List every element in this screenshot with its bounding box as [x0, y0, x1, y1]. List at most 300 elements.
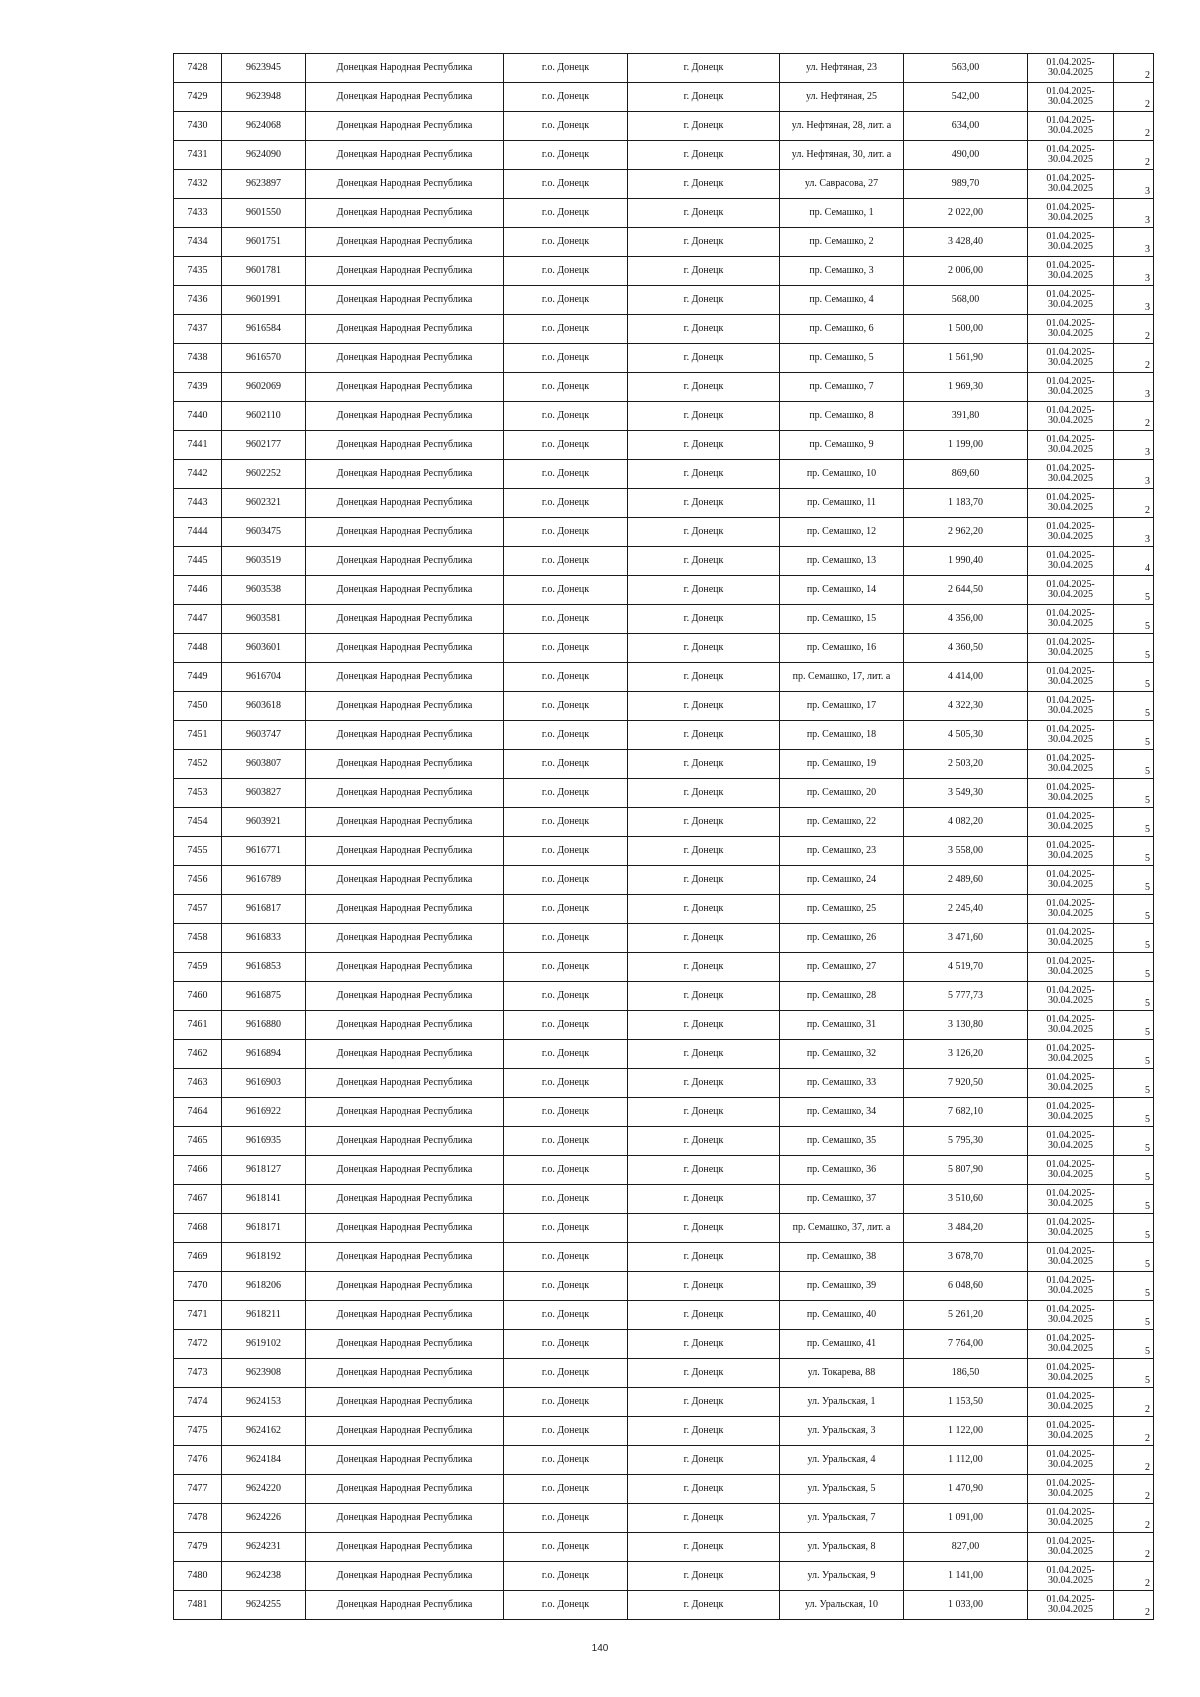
object-code-cell: 9623948 — [222, 83, 306, 112]
period-end: 30.04.2025 — [1048, 67, 1093, 78]
object-code-cell: 9603581 — [222, 605, 306, 634]
settlement-cell: г. Донецк — [628, 634, 780, 663]
address-cell: пр. Семашко, 35 — [780, 1127, 904, 1156]
settlement-cell: г. Донецк — [628, 837, 780, 866]
municipal-district-cell: г.о. Донецк — [504, 837, 628, 866]
address-cell: пр. Семашко, 41 — [780, 1330, 904, 1359]
period-end: 30.04.2025 — [1048, 560, 1093, 571]
table-row — [174, 953, 1154, 982]
row-number-cell: 7428 — [174, 54, 222, 83]
row-number-cell: 7451 — [174, 721, 222, 750]
address-cell: ул. Нефтяная, 30, лит. а — [780, 141, 904, 170]
table-row — [174, 1562, 1154, 1591]
address-cell: пр. Семашко, 2 — [780, 228, 904, 257]
period-cell — [1028, 837, 1114, 866]
period-cell — [1028, 576, 1114, 605]
object-code-cell: 9616771 — [222, 837, 306, 866]
floors-cell: 3 — [1114, 228, 1154, 257]
settlement-cell: г. Донецк — [628, 489, 780, 518]
settlement-cell: г. Донецк — [628, 83, 780, 112]
region-cell: Донецкая Народная Республика — [306, 1562, 504, 1591]
settlement-cell: г. Донецк — [628, 54, 780, 83]
table-row — [174, 1446, 1154, 1475]
period-start: 01.04.2025- — [1046, 1304, 1095, 1315]
period-cell — [1028, 866, 1114, 895]
settlement-cell: г. Донецк — [628, 1475, 780, 1504]
period-end: 30.04.2025 — [1048, 618, 1093, 629]
table-row — [174, 1069, 1154, 1098]
period-start: 01.04.2025- — [1046, 86, 1095, 97]
period-start: 01.04.2025- — [1046, 927, 1095, 938]
address-cell: пр. Семашко, 26 — [780, 924, 904, 953]
object-code-cell: 9603618 — [222, 692, 306, 721]
row-number-cell: 7454 — [174, 808, 222, 837]
region-cell: Донецкая Народная Республика — [306, 924, 504, 953]
period-cell — [1028, 982, 1114, 1011]
period-end: 30.04.2025 — [1048, 734, 1093, 745]
municipal-district-cell: г.о. Донецк — [504, 692, 628, 721]
area-cell: 490,00 — [904, 141, 1028, 170]
floors-cell: 5 — [1114, 1156, 1154, 1185]
municipal-district-cell: г.о. Донецк — [504, 489, 628, 518]
period-end: 30.04.2025 — [1048, 1343, 1093, 1354]
period-cell — [1028, 1243, 1114, 1272]
table-row — [174, 663, 1154, 692]
period-cell — [1028, 634, 1114, 663]
object-code-cell: 9601751 — [222, 228, 306, 257]
area-cell: 5 807,90 — [904, 1156, 1028, 1185]
area-cell: 1 561,90 — [904, 344, 1028, 373]
floors-cell: 5 — [1114, 634, 1154, 663]
period-end: 30.04.2025 — [1048, 1256, 1093, 1267]
address-cell: ул. Нефтяная, 28, лит. а — [780, 112, 904, 141]
region-cell: Донецкая Народная Республика — [306, 982, 504, 1011]
area-cell: 4 414,00 — [904, 663, 1028, 692]
row-number-cell: 7464 — [174, 1098, 222, 1127]
period-end: 30.04.2025 — [1048, 1285, 1093, 1296]
region-cell: Донецкая Народная Республика — [306, 576, 504, 605]
floors-cell: 2 — [1114, 54, 1154, 83]
period-start: 01.04.2025- — [1046, 1072, 1095, 1083]
area-cell: 3 678,70 — [904, 1243, 1028, 1272]
period-start: 01.04.2025- — [1046, 695, 1095, 706]
object-code-cell: 9602110 — [222, 402, 306, 431]
settlement-cell: г. Донецк — [628, 1562, 780, 1591]
region-cell: Донецкая Народная Республика — [306, 83, 504, 112]
page-number: 140 — [591, 1643, 609, 1654]
object-code-cell: 9618211 — [222, 1301, 306, 1330]
object-code-cell: 9603601 — [222, 634, 306, 663]
object-code-cell: 9616894 — [222, 1040, 306, 1069]
area-cell: 3 484,20 — [904, 1214, 1028, 1243]
address-cell: пр. Семашко, 27 — [780, 953, 904, 982]
address-cell: пр. Семашко, 6 — [780, 315, 904, 344]
object-code-cell: 9602252 — [222, 460, 306, 489]
region-cell: Донецкая Народная Республика — [306, 1301, 504, 1330]
area-cell: 2 503,20 — [904, 750, 1028, 779]
period-cell — [1028, 895, 1114, 924]
table-row — [174, 1533, 1154, 1562]
table-row — [174, 1301, 1154, 1330]
period-start: 01.04.2025- — [1046, 637, 1095, 648]
address-cell: пр. Семашко, 17, лит. а — [780, 663, 904, 692]
municipal-district-cell: г.о. Донецк — [504, 1185, 628, 1214]
region-cell: Донецкая Народная Республика — [306, 953, 504, 982]
table-row — [174, 402, 1154, 431]
settlement-cell: г. Донецк — [628, 373, 780, 402]
row-number-cell: 7472 — [174, 1330, 222, 1359]
object-code-cell: 9616833 — [222, 924, 306, 953]
period-end: 30.04.2025 — [1048, 1604, 1093, 1615]
floors-cell: 2 — [1114, 83, 1154, 112]
period-end: 30.04.2025 — [1048, 531, 1093, 542]
table-row — [174, 634, 1154, 663]
floors-cell: 2 — [1114, 1388, 1154, 1417]
area-cell: 3 428,40 — [904, 228, 1028, 257]
settlement-cell: г. Донецк — [628, 721, 780, 750]
region-cell: Донецкая Народная Республика — [306, 1359, 504, 1388]
row-number-cell: 7435 — [174, 257, 222, 286]
area-cell: 1 183,70 — [904, 489, 1028, 518]
period-end: 30.04.2025 — [1048, 1082, 1093, 1093]
settlement-cell: г. Донецк — [628, 460, 780, 489]
period-cell — [1028, 779, 1114, 808]
settlement-cell: г. Донецк — [628, 257, 780, 286]
address-cell: ул. Уральская, 9 — [780, 1562, 904, 1591]
settlement-cell: г. Донецк — [628, 286, 780, 315]
row-number-cell: 7432 — [174, 170, 222, 199]
municipal-district-cell: г.о. Донецк — [504, 982, 628, 1011]
period-end: 30.04.2025 — [1048, 125, 1093, 136]
municipal-district-cell: г.о. Донецк — [504, 1359, 628, 1388]
object-code-cell: 9616922 — [222, 1098, 306, 1127]
floors-cell: 2 — [1114, 112, 1154, 141]
table-row — [174, 779, 1154, 808]
settlement-cell: г. Донецк — [628, 344, 780, 373]
region-cell: Донецкая Народная Республика — [306, 1388, 504, 1417]
floors-cell: 5 — [1114, 1127, 1154, 1156]
period-end: 30.04.2025 — [1048, 1227, 1093, 1238]
row-number-cell: 7471 — [174, 1301, 222, 1330]
period-cell — [1028, 1272, 1114, 1301]
municipal-district-cell: г.о. Донецк — [504, 1330, 628, 1359]
period-end: 30.04.2025 — [1048, 792, 1093, 803]
settlement-cell: г. Донецк — [628, 315, 780, 344]
object-code-cell: 9618141 — [222, 1185, 306, 1214]
municipal-district-cell: г.о. Донецк — [504, 199, 628, 228]
municipal-district-cell: г.о. Донецк — [504, 750, 628, 779]
period-start: 01.04.2025- — [1046, 57, 1095, 68]
row-number-cell: 7458 — [174, 924, 222, 953]
row-number-cell: 7465 — [174, 1127, 222, 1156]
settlement-cell: г. Донецк — [628, 982, 780, 1011]
floors-cell: 2 — [1114, 1533, 1154, 1562]
period-start: 01.04.2025- — [1046, 898, 1095, 909]
floors-cell: 5 — [1114, 692, 1154, 721]
settlement-cell: г. Донецк — [628, 1272, 780, 1301]
period-cell — [1028, 170, 1114, 199]
period-end: 30.04.2025 — [1048, 1140, 1093, 1151]
floors-cell: 5 — [1114, 837, 1154, 866]
region-cell: Донецкая Народная Республика — [306, 431, 504, 460]
area-cell: 4 360,50 — [904, 634, 1028, 663]
municipal-district-cell: г.о. Донецк — [504, 1040, 628, 1069]
table-row — [174, 1243, 1154, 1272]
period-cell — [1028, 112, 1114, 141]
period-start: 01.04.2025- — [1046, 115, 1095, 126]
period-cell — [1028, 344, 1114, 373]
object-code-cell: 9603747 — [222, 721, 306, 750]
municipal-district-cell: г.о. Донецк — [504, 663, 628, 692]
region-cell: Донецкая Народная Республика — [306, 895, 504, 924]
table-body — [174, 54, 1154, 1620]
row-number-cell: 7447 — [174, 605, 222, 634]
table-row — [174, 199, 1154, 228]
period-cell — [1028, 547, 1114, 576]
period-start: 01.04.2025- — [1046, 1391, 1095, 1402]
period-cell — [1028, 286, 1114, 315]
floors-cell: 3 — [1114, 518, 1154, 547]
region-cell: Донецкая Народная Республика — [306, 1330, 504, 1359]
floors-cell: 5 — [1114, 1011, 1154, 1040]
period-end: 30.04.2025 — [1048, 995, 1093, 1006]
municipal-district-cell: г.о. Донецк — [504, 808, 628, 837]
period-cell — [1028, 924, 1114, 953]
floors-cell: 5 — [1114, 1214, 1154, 1243]
period-cell — [1028, 750, 1114, 779]
area-cell: 4 082,20 — [904, 808, 1028, 837]
municipal-district-cell: г.о. Донецк — [504, 54, 628, 83]
period-cell — [1028, 228, 1114, 257]
floors-cell: 2 — [1114, 402, 1154, 431]
settlement-cell: г. Донецк — [628, 1330, 780, 1359]
row-number-cell: 7468 — [174, 1214, 222, 1243]
row-number-cell: 7473 — [174, 1359, 222, 1388]
address-cell: пр. Семашко, 28 — [780, 982, 904, 1011]
region-cell: Донецкая Народная Республика — [306, 1040, 504, 1069]
row-number-cell: 7436 — [174, 286, 222, 315]
address-cell: ул. Уральская, 1 — [780, 1388, 904, 1417]
region-cell: Донецкая Народная Республика — [306, 518, 504, 547]
floors-cell: 5 — [1114, 1272, 1154, 1301]
region-cell: Донецкая Народная Республика — [306, 837, 504, 866]
period-cell — [1028, 1504, 1114, 1533]
floors-cell: 3 — [1114, 199, 1154, 228]
period-end: 30.04.2025 — [1048, 1053, 1093, 1064]
period-cell — [1028, 1011, 1114, 1040]
period-cell — [1028, 1446, 1114, 1475]
floors-cell: 5 — [1114, 1098, 1154, 1127]
settlement-cell: г. Донецк — [628, 1127, 780, 1156]
row-number-cell: 7475 — [174, 1417, 222, 1446]
period-end: 30.04.2025 — [1048, 1198, 1093, 1209]
period-end: 30.04.2025 — [1048, 299, 1093, 310]
period-end: 30.04.2025 — [1048, 966, 1093, 977]
municipal-district-cell: г.о. Донецк — [504, 431, 628, 460]
period-end: 30.04.2025 — [1048, 1401, 1093, 1412]
address-cell: пр. Семашко, 14 — [780, 576, 904, 605]
floors-cell: 2 — [1114, 1591, 1154, 1620]
municipal-district-cell: г.о. Донецк — [504, 315, 628, 344]
table-row — [174, 257, 1154, 286]
municipal-district-cell: г.о. Донецк — [504, 1562, 628, 1591]
row-number-cell: 7444 — [174, 518, 222, 547]
area-cell: 1 969,30 — [904, 373, 1028, 402]
address-cell: ул. Уральская, 10 — [780, 1591, 904, 1620]
area-cell: 869,60 — [904, 460, 1028, 489]
municipal-district-cell: г.о. Донецк — [504, 373, 628, 402]
table-row — [174, 1156, 1154, 1185]
table-row — [174, 1214, 1154, 1243]
address-cell: пр. Семашко, 40 — [780, 1301, 904, 1330]
period-start: 01.04.2025- — [1046, 782, 1095, 793]
period-end: 30.04.2025 — [1048, 1517, 1093, 1528]
period-cell — [1028, 1069, 1114, 1098]
period-end: 30.04.2025 — [1048, 1459, 1093, 1470]
address-cell: ул. Уральская, 4 — [780, 1446, 904, 1475]
object-code-cell: 9603921 — [222, 808, 306, 837]
settlement-cell: г. Донецк — [628, 112, 780, 141]
period-end: 30.04.2025 — [1048, 241, 1093, 252]
area-cell: 2 644,50 — [904, 576, 1028, 605]
period-end: 30.04.2025 — [1048, 212, 1093, 223]
period-cell — [1028, 808, 1114, 837]
table-row — [174, 547, 1154, 576]
row-number-cell: 7448 — [174, 634, 222, 663]
municipal-district-cell: г.о. Донецк — [504, 1127, 628, 1156]
municipal-district-cell: г.о. Донецк — [504, 257, 628, 286]
period-cell — [1028, 489, 1114, 518]
table-row — [174, 1040, 1154, 1069]
period-end: 30.04.2025 — [1048, 705, 1093, 716]
area-cell: 2 489,60 — [904, 866, 1028, 895]
area-cell: 3 126,20 — [904, 1040, 1028, 1069]
period-end: 30.04.2025 — [1048, 473, 1093, 484]
row-number-cell: 7469 — [174, 1243, 222, 1272]
period-end: 30.04.2025 — [1048, 386, 1093, 397]
address-cell: пр. Семашко, 16 — [780, 634, 904, 663]
period-cell — [1028, 402, 1114, 431]
address-cell: пр. Семашко, 38 — [780, 1243, 904, 1272]
period-start: 01.04.2025- — [1046, 1246, 1095, 1257]
period-end: 30.04.2025 — [1048, 647, 1093, 658]
region-cell: Донецкая Народная Республика — [306, 286, 504, 315]
object-code-cell: 9616789 — [222, 866, 306, 895]
settlement-cell: г. Донецк — [628, 1359, 780, 1388]
period-start: 01.04.2025- — [1046, 289, 1095, 300]
region-cell: Донецкая Народная Республика — [306, 170, 504, 199]
period-start: 01.04.2025- — [1046, 1478, 1095, 1489]
table-row — [174, 692, 1154, 721]
settlement-cell: г. Донецк — [628, 1301, 780, 1330]
area-cell: 1 122,00 — [904, 1417, 1028, 1446]
settlement-cell: г. Донецк — [628, 1446, 780, 1475]
row-number-cell: 7449 — [174, 663, 222, 692]
table-row — [174, 808, 1154, 837]
period-cell — [1028, 692, 1114, 721]
settlement-cell: г. Донецк — [628, 1069, 780, 1098]
object-code-cell: 9623945 — [222, 54, 306, 83]
period-end: 30.04.2025 — [1048, 879, 1093, 890]
region-cell: Донецкая Народная Республика — [306, 1011, 504, 1040]
table-row — [174, 344, 1154, 373]
region-cell: Донецкая Народная Республика — [306, 1185, 504, 1214]
period-end: 30.04.2025 — [1048, 183, 1093, 194]
table-row — [174, 1330, 1154, 1359]
period-cell — [1028, 1040, 1114, 1069]
row-number-cell: 7437 — [174, 315, 222, 344]
period-end: 30.04.2025 — [1048, 1575, 1093, 1586]
period-start: 01.04.2025- — [1046, 347, 1095, 358]
table-row — [174, 83, 1154, 112]
row-number-cell: 7455 — [174, 837, 222, 866]
municipal-district-cell: г.о. Донецк — [504, 1011, 628, 1040]
area-cell: 4 356,00 — [904, 605, 1028, 634]
period-end: 30.04.2025 — [1048, 1314, 1093, 1325]
period-cell — [1028, 663, 1114, 692]
area-cell: 7 682,10 — [904, 1098, 1028, 1127]
area-cell: 2 245,40 — [904, 895, 1028, 924]
region-cell: Донецкая Народная Республика — [306, 1475, 504, 1504]
floors-cell: 5 — [1114, 1185, 1154, 1214]
area-cell: 5 261,20 — [904, 1301, 1028, 1330]
municipal-district-cell: г.о. Донецк — [504, 141, 628, 170]
address-cell: пр. Семашко, 36 — [780, 1156, 904, 1185]
row-number-cell: 7443 — [174, 489, 222, 518]
floors-cell: 5 — [1114, 895, 1154, 924]
floors-cell: 5 — [1114, 779, 1154, 808]
object-code-cell: 9616817 — [222, 895, 306, 924]
row-number-cell: 7430 — [174, 112, 222, 141]
row-number-cell: 7441 — [174, 431, 222, 460]
municipal-district-cell: г.о. Донецк — [504, 605, 628, 634]
area-cell: 989,70 — [904, 170, 1028, 199]
floors-cell: 5 — [1114, 605, 1154, 634]
period-start: 01.04.2025- — [1046, 1188, 1095, 1199]
municipal-district-cell: г.о. Донецк — [504, 1098, 628, 1127]
floors-cell: 4 — [1114, 547, 1154, 576]
floors-cell: 2 — [1114, 141, 1154, 170]
floors-cell: 5 — [1114, 808, 1154, 837]
region-cell: Донецкая Народная Республика — [306, 1504, 504, 1533]
region-cell: Донецкая Народная Республика — [306, 402, 504, 431]
period-cell — [1028, 605, 1114, 634]
period-end: 30.04.2025 — [1048, 589, 1093, 600]
region-cell: Донецкая Народная Республика — [306, 228, 504, 257]
municipal-district-cell: г.о. Донецк — [504, 1591, 628, 1620]
settlement-cell: г. Донецк — [628, 576, 780, 605]
period-start: 01.04.2025- — [1046, 666, 1095, 677]
floors-cell: 2 — [1114, 1446, 1154, 1475]
floors-cell: 5 — [1114, 663, 1154, 692]
floors-cell: 3 — [1114, 431, 1154, 460]
address-cell: пр. Семашко, 1 — [780, 199, 904, 228]
region-cell: Донецкая Народная Республика — [306, 344, 504, 373]
area-cell: 568,00 — [904, 286, 1028, 315]
municipal-district-cell: г.о. Донецк — [504, 286, 628, 315]
row-number-cell: 7463 — [174, 1069, 222, 1098]
row-number-cell: 7462 — [174, 1040, 222, 1069]
area-cell: 3 549,30 — [904, 779, 1028, 808]
row-number-cell: 7445 — [174, 547, 222, 576]
area-cell: 5 777,73 — [904, 982, 1028, 1011]
period-cell — [1028, 373, 1114, 402]
period-start: 01.04.2025- — [1046, 869, 1095, 880]
period-cell — [1028, 1214, 1114, 1243]
area-cell: 542,00 — [904, 83, 1028, 112]
table-row — [174, 605, 1154, 634]
area-cell: 7 764,00 — [904, 1330, 1028, 1359]
